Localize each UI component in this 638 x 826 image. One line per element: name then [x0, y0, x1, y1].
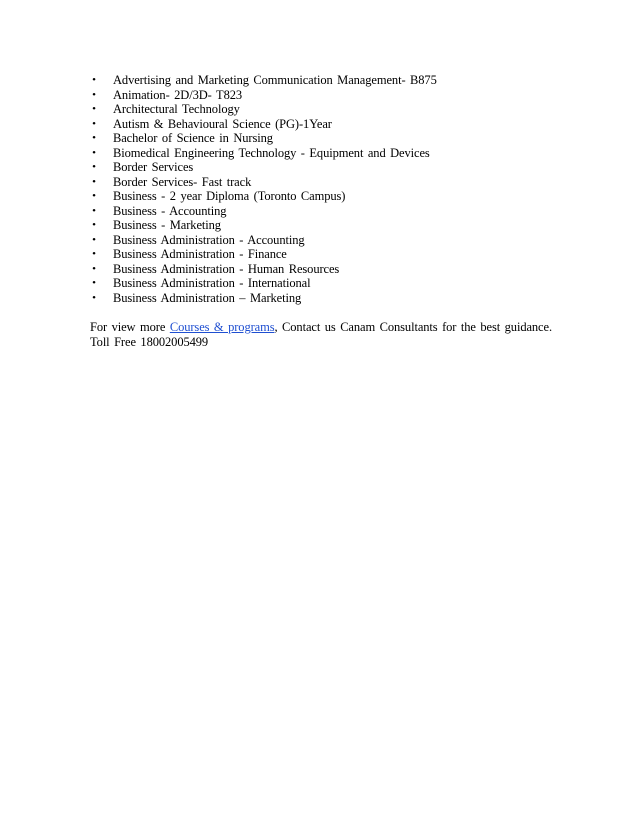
program-name: Advertising and Marketing Communication Management- B875: [113, 73, 437, 87]
bullet-icon: •: [92, 291, 96, 304]
list-item: [90, 189, 590, 204]
list-item: [90, 204, 590, 219]
bullet-icon: •: [92, 233, 96, 246]
list-item: [90, 146, 590, 161]
footer-text: [90, 320, 610, 350]
program-name: Border Services: [113, 160, 194, 174]
program-name: Business - Marketing: [113, 218, 221, 232]
bullet-icon: •: [92, 248, 96, 260]
list-item: [90, 262, 590, 277]
program-name: Business Administration - Accounting: [113, 232, 305, 247]
bullet-icon: •: [92, 117, 96, 130]
bullet-icon: •: [92, 277, 96, 289]
program-name: Architectural Technology: [113, 102, 240, 116]
program-name: Border Services- Fast track: [113, 174, 252, 189]
list-item: [90, 276, 590, 291]
list-item: [90, 73, 590, 88]
courses-programs-link[interactable]: Courses & programs: [169, 320, 275, 334]
list-item: [90, 88, 590, 103]
list-item: [90, 247, 590, 262]
program-name: Business Administration – Marketing: [113, 290, 302, 305]
bullet-icon: •: [92, 132, 96, 144]
footer-line-contact: [90, 320, 610, 335]
program-list: [90, 73, 590, 305]
program-name: Business - Accounting: [113, 203, 227, 218]
list-item: [90, 131, 590, 146]
footer-suffix: , Contact us Canam Consultants for the best guidance.: [274, 320, 552, 334]
program-name: Bachelor of Science in Nursing: [113, 131, 273, 145]
list-item: [90, 233, 590, 248]
bullet-icon: •: [92, 88, 96, 101]
program-name: Business Administration - International: [113, 276, 311, 290]
toll-free-number: Toll Free 18002005499: [90, 335, 209, 349]
bullet-icon: •: [92, 190, 96, 202]
program-name: Business - 2 year Diploma (Toronto Campus): [113, 189, 346, 203]
list-item: [90, 218, 590, 233]
bullet-icon: •: [92, 74, 96, 86]
list-item: [90, 291, 590, 306]
list-item: [90, 160, 590, 175]
program-name: Business Administration - Finance: [113, 247, 287, 261]
bullet-icon: •: [92, 161, 96, 173]
footer-prefix: For view more: [90, 320, 170, 334]
program-name: Business Administration - Human Resources: [113, 261, 340, 276]
program-name: Autism & Behavioural Science (PG)-1Year: [113, 116, 332, 131]
bullet-icon: •: [92, 175, 96, 188]
program-name: Biomedical Engineering Technology - Equipment and Devices: [113, 145, 430, 160]
bullet-icon: •: [92, 219, 96, 231]
list-item: [90, 117, 590, 132]
bullet-icon: •: [92, 103, 96, 115]
list-item: [90, 175, 590, 190]
bullet-icon: •: [92, 262, 96, 275]
list-item: [90, 102, 590, 117]
bullet-icon: •: [92, 204, 96, 217]
bullet-icon: •: [92, 146, 96, 159]
program-name: Animation- 2D/3D- T823: [113, 87, 243, 102]
